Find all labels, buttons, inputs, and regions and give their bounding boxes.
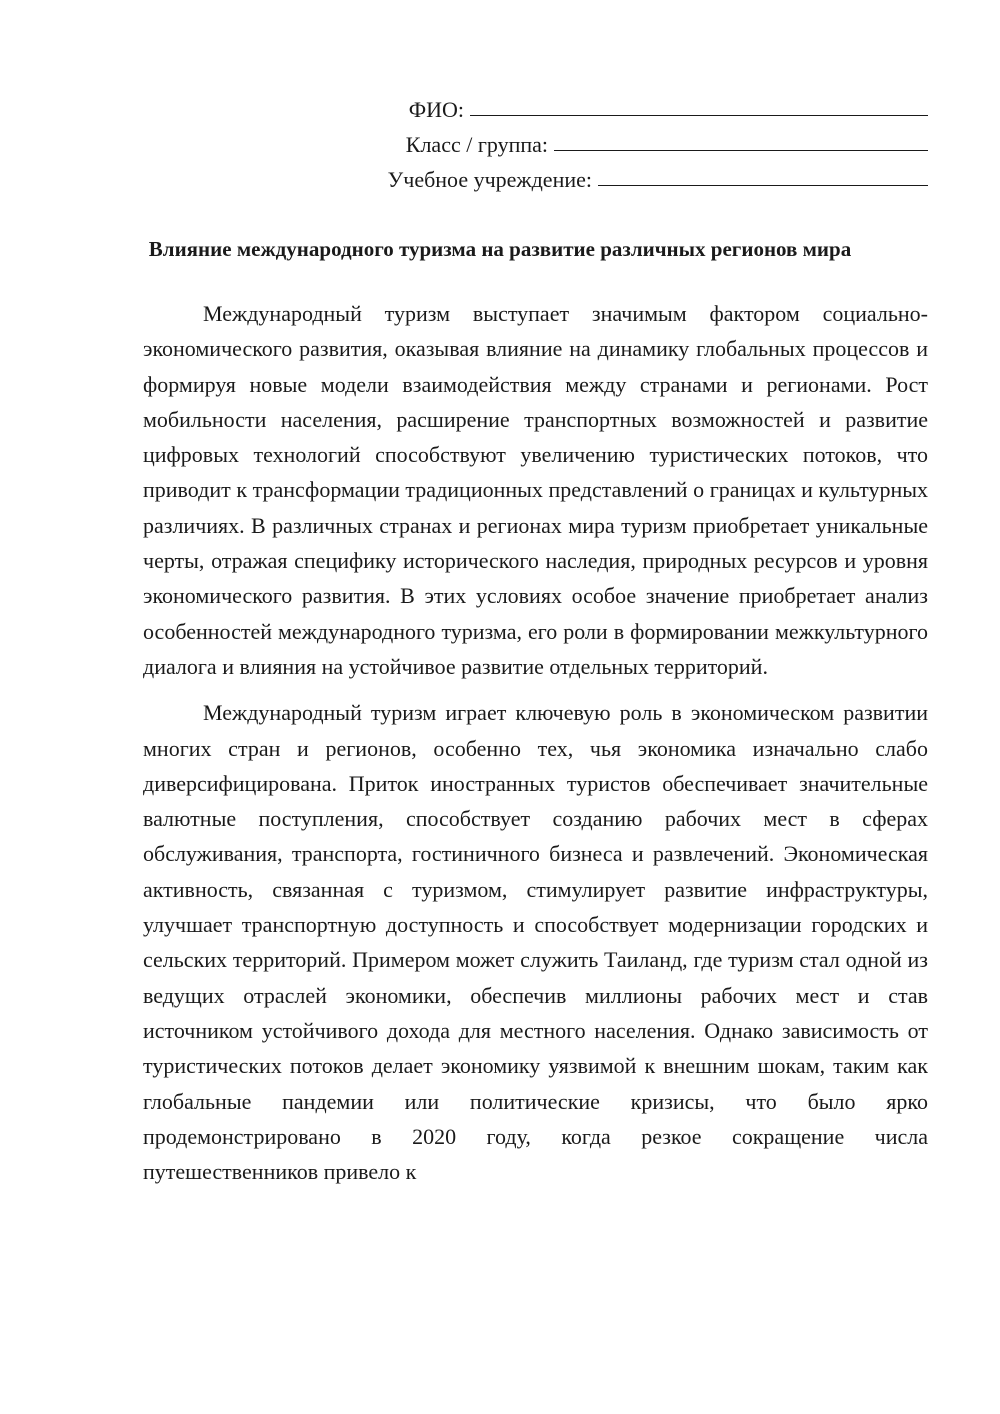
paragraph-2: Международный туризм играет ключевую роль в экономическом развитии многих стран и регионов, особенно тех, чья экономика изначально слабо диверсифицирована. Приток иностранных туристов обеспечивает значительные валютные поступления, способствует созданию рабочих мест в сферах обслуживания, транспорта, гостиничного бизнеса и развлечений. Экономическая активность, связанная с туризмом, стимулирует развитие инфраструктуры, улучшает транспортную доступность и способствует модернизации городских и сельских территорий. Примером может служить Таиланд, где туризм стал одной из ведущих отраслей экономики, обеспечив миллионы рабочих мест и став источником устойчивого дохода для местного населения. Однако зависимость от туристических потоков делает экономику уязвимой к внешним шокам, таким как глобальные пандемии или политические кризисы, что было ярко продемонстрировано в 2020 году, когда резкое сокращение числа путешественников привело к (143, 700, 928, 1185)
student-info-header (388, 92, 928, 197)
school-row (388, 162, 928, 197)
essay-body (143, 296, 928, 1189)
fio-label: ФИО: (408, 97, 464, 122)
school-blank-line[interactable] (598, 185, 928, 186)
class-row (388, 127, 928, 162)
school-label: Учебное учреждение: (387, 167, 592, 192)
paragraph-1: Международный туризм выступает значимым фактором социально-экономического развития, оказывая влияние на динамику глобальных процессов и формируя новые модели взаимодействия между странами и регионами. Рост мобильности населения, расширение транспортных возможностей и развитие цифровых технологий способствуют увеличению туристических потоков, что приводит к трансформации традиционных представлений о границах и культурных различиях. В различных странах и регионах мира туризм приобретает уникальные черты, отражая специфику исторического наследия, природных ресурсов и уровня экономического развития. В этих условиях особое значение приобретает анализ особенностей международного туризма, его роли в формировании межкультурного диалога и влияния на устойчивое развитие отдельных территорий. (143, 301, 928, 679)
fio-blank-line[interactable] (470, 115, 928, 116)
class-blank-line[interactable] (554, 150, 928, 151)
fio-row (388, 92, 928, 127)
essay-title: Влияние международного туризма на развитие различных регионов мира (148, 237, 852, 261)
class-label: Класс / группа: (405, 132, 548, 157)
